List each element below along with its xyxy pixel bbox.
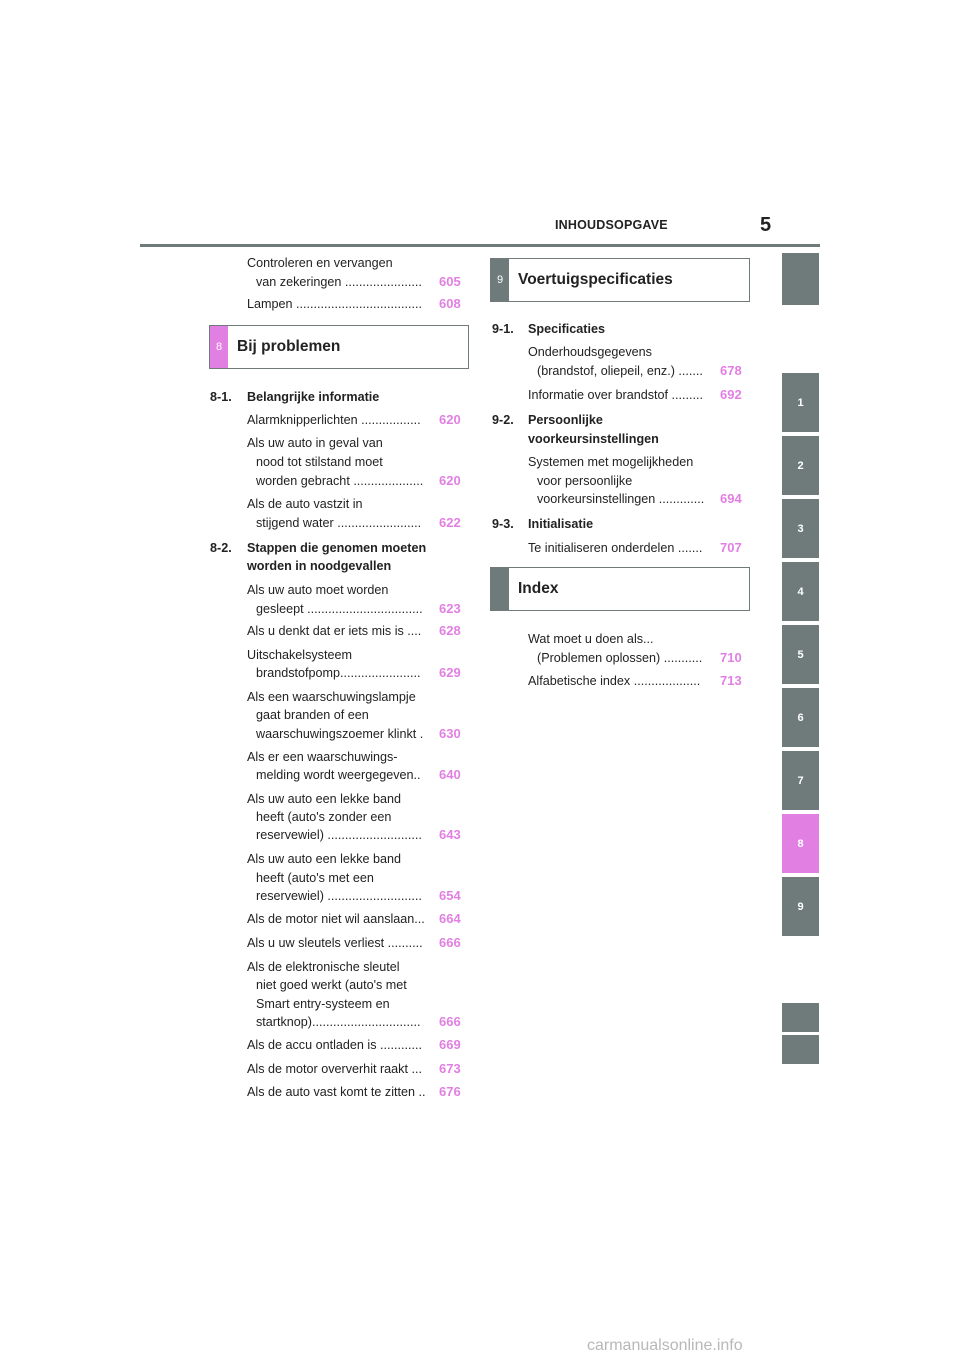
toc-entry-line: Smart entry-systeem en [256,997,390,1011]
subsection-number: 8-1. [210,390,232,404]
subsection-number: 9-1. [492,322,514,336]
tab-5[interactable]: 5 [782,625,819,684]
toc-entry-line: Onderhoudsgegevens [528,345,652,359]
toc-entry-line: voor persoonlijke [537,474,633,488]
toc-entry-line: startknop)............................... [256,1015,421,1029]
toc-entry-line: Als u denkt dat er iets mis is .... [247,624,422,638]
toc-entry-line: Systemen met mogelijkheden [528,455,694,469]
toc-entry-line: heeft (auto's met een [256,871,374,885]
toc-entry-line: Als er een waarschuwings- [247,750,398,764]
toc-entry-line: Alfabetische index ................... [528,674,701,688]
toc-entry-line: heeft (auto's zonder een [256,810,392,824]
toc-entry-line: Alarmknipperlichten ................. [247,413,421,427]
toc-entry-line: nood tot stilstand moet [256,455,383,469]
toc-entry-line: Als de motor niet wil aanslaan... [247,912,425,926]
toc-entry-line: worden gebracht .................... [256,474,424,488]
toc-entry-line: Als uw auto in geval van [247,436,383,450]
toc-entry-line: voorkeursinstellingen ............. [537,492,705,506]
toc-entry-line: waarschuwingszoemer klinkt . [256,727,424,741]
section-number-tag: 8 [210,326,228,368]
subsection-title: Stappen die genomen moeten [247,541,427,555]
tab-top-blank [782,253,819,305]
toc-page-link[interactable]: 673 [439,1061,461,1076]
toc-page-link[interactable]: 622 [439,515,461,530]
page-number: 5 [760,214,772,236]
subsection-title: worden in noodgevallen [247,559,392,573]
tab-4[interactable]: 4 [782,562,819,621]
toc-entry-line: Als de motor oververhit raakt ... [247,1062,422,1076]
toc-entry-line: melding wordt weergegeven.. [256,768,421,782]
toc-page-link[interactable]: 643 [439,827,461,842]
toc-page-link[interactable]: 623 [439,601,461,616]
toc-entry-line: reservewiel) ........................... [256,828,422,842]
toc-entry-line: Als uw auto een lekke band [247,852,402,866]
toc-page-link[interactable]: 630 [439,726,461,741]
header-rule [140,244,820,247]
toc-entry-line: Als een waarschuwingslampje [247,690,416,704]
toc-page-link[interactable]: 676 [439,1084,461,1099]
subsection-title: Belangrijke informatie [247,390,380,404]
tab-3[interactable]: 3 [782,499,819,558]
tab-7[interactable]: 7 [782,751,819,810]
section-tag [491,568,509,610]
subsection-title: voorkeursinstellingen [528,432,659,446]
toc-entry-line: Als u uw sleutels verliest .......... [247,936,423,950]
toc-page-link[interactable]: 669 [439,1037,461,1052]
subsection-title: Initialisatie [528,517,594,531]
toc-page-link[interactable]: 710 [720,650,742,665]
tab-1[interactable]: 1 [782,373,819,432]
toc-entry-line: Controleren en vervangen [247,256,393,270]
toc-entry-line: (brandstof, oliepeil, enz.) ....... [537,364,703,378]
tab-index-b[interactable] [782,1035,819,1064]
section-title: Index [518,580,559,597]
subsection-number: 8-2. [210,541,232,555]
toc-page-link[interactable]: 654 [439,888,461,903]
toc-page-link[interactable]: 713 [720,673,742,688]
toc-entry-line: (Problemen oplossen) ........... [537,651,703,665]
toc-entry-line: Lampen .................................... [247,297,422,311]
toc-page-link[interactable]: 605 [439,274,461,289]
tab-8-active[interactable]: 8 [782,814,819,873]
toc-page-link[interactable]: 620 [439,412,461,427]
tab-index-a[interactable] [782,1003,819,1032]
toc-entry-line: niet goed werkt (auto's met [256,978,407,992]
section-header-bij-problemen [209,325,469,369]
toc-entry-line: gesleept ................................. [256,602,423,616]
toc-page-link[interactable]: 666 [439,1014,461,1029]
section-title: Voertuigspecificaties [518,271,673,288]
toc-entry-line: van zekeringen ...................... [256,275,422,289]
toc-page-link[interactable]: 707 [720,540,742,555]
toc-entry-line: Informatie over brandstof ......... [528,388,703,402]
toc-page-link[interactable]: 664 [439,911,461,926]
toc-entry-line: Als de accu ontladen is ............ [247,1038,423,1052]
tab-2[interactable]: 2 [782,436,819,495]
toc-entry-line: brandstofpomp....................... [256,666,421,680]
watermark: carmanualsonline.info [587,1337,743,1354]
toc-page-link[interactable]: 694 [720,491,742,506]
toc-entry-line: Wat moet u doen als... [528,632,654,646]
section-header-voertuigspecificaties [490,258,750,302]
subsection-number: 9-2. [492,413,514,427]
toc-entry-line: Als uw auto moet worden [247,583,389,597]
toc-entry-line: Als de elektronische sleutel [247,960,400,974]
toc-page-link[interactable]: 666 [439,935,461,950]
subsection-title: Specificaties [528,322,606,336]
toc-entry-line: Te initialiseren onderdelen ....... [528,541,703,555]
section-title: Bij problemen [237,338,341,355]
tab-6[interactable]: 6 [782,688,819,747]
section-header-index [490,567,750,611]
toc-page-link[interactable]: 692 [720,387,742,402]
running-header-title: INHOUDSOPGAVE [555,218,668,232]
toc-page-link[interactable]: 629 [439,665,461,680]
tab-9[interactable]: 9 [782,877,819,936]
toc-entry-line: stijgend water ........................ [256,516,422,530]
toc-page-link[interactable]: 608 [439,296,461,311]
toc-entry-line: Uitschakelsysteem [247,648,352,662]
toc-page-link[interactable]: 678 [720,363,742,378]
toc-entry-line: Als de auto vastzit in [247,497,363,511]
toc-page-link[interactable]: 640 [439,767,461,782]
toc-entry-line: gaat branden of een [256,708,369,722]
toc-entry-line: Als de auto vast komt te zitten .. [247,1085,426,1099]
toc-page-link[interactable]: 628 [439,623,461,638]
subsection-title: Persoonlijke [528,413,603,427]
section-number-tag: 9 [491,259,509,301]
toc-page-link[interactable]: 620 [439,473,461,488]
toc-entry-line: Als uw auto een lekke band [247,792,402,806]
subsection-number: 9-3. [492,517,514,531]
toc-entry-line: reservewiel) ........................... [256,889,422,903]
